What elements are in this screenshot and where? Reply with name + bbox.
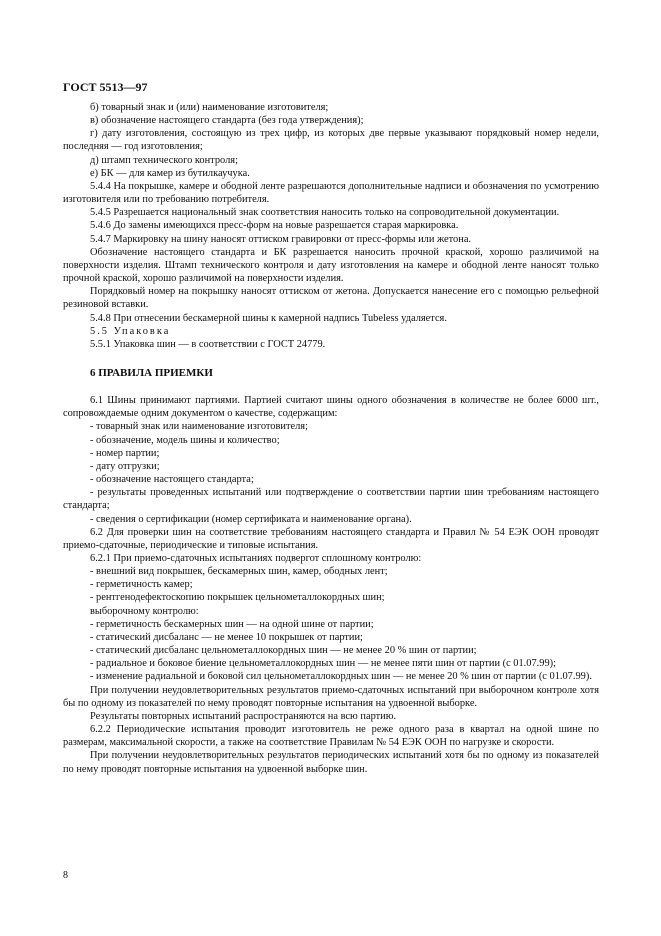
list-item: - герметичность бескамерных шин — на одной шине от партии; (90, 618, 374, 630)
paragraph: Порядковый номер на покрышку наносят оттиском от жетона. Допускается нанесение его с помощью рельефной резиновой вставки. (63, 286, 599, 311)
paragraph: 5.4.7 Маркировку на шину наносят оттиском гравировки от пресс-формы или жетона. (90, 233, 472, 245)
paragraph: 5.4.5 Разрешается национальный знак соответствия наносить только на сопроводительной документации. (90, 207, 560, 219)
list-item: - внешний вид покрышек, бескамерных шин, камер, ободных лент; (90, 566, 388, 578)
paragraph: Обозначение настоящего стандарта и БК разрешается наносить прочной краской, хорошо различимой на поверхности изделия. Штамп технического контроля и дату изготовления на камере и ободной ленте наносят только прочной краской, хорошо различимой на поверхности изделия. (63, 246, 599, 285)
section-title: 6 ПРАВИЛА ПРИЕМКИ (90, 366, 213, 379)
list-item: - рентгенодефектоскопию покрышек цельнометаллокордных шин; (90, 592, 385, 604)
list-item: - дату отгрузки; (90, 460, 160, 472)
paragraph: 6.1 Шины принимают партиями. Партией считают шины одного обозначения в количестве не более 6000 шт., сопровождаемые одним документом о качестве, содержащим: (63, 395, 599, 420)
page-header: ГОСТ 5513—97 (63, 80, 148, 94)
paragraph: При получении неудовлетворительных результатов приемо-сдаточных испытаний при выборочном контроле хотя бы по одному из показателей по нему проводят повторные испытания на удвоенной выборке. (63, 684, 599, 709)
list-item: - обозначение настоящего стандарта; (90, 474, 254, 486)
paragraph: 6.2.1 При приемо-сдаточных испытаниях подвергот сплошному контролю: (90, 553, 422, 564)
list-item: - номер партии; (90, 447, 160, 459)
paragraph: д) штамп технического контроля; (90, 154, 238, 166)
paragraph: 5.5.1 Упаковка шин — в соответствии с ГОСТ 24779. (90, 338, 326, 350)
paragraph: в) обозначение настоящего стандарта (без года утверждения); (90, 115, 364, 127)
paragraph: 5.4.4 На покрышке, камере и ободной ленте разрешаются дополнительные надписи и обозначения по усмотрению изготовителя или по требованию потребителя. (63, 180, 599, 206)
paragraph: выборочному контролю: (90, 605, 199, 617)
list-item: - статический дисбаланс цельнометаллокордных шин — не менее 20 % шин от партии; (90, 645, 477, 657)
list-item: - радиальное и боковое биение цельнометаллокордных шин — не менее пяти шин от партии (с 01.07.99); (90, 658, 556, 670)
paragraph: 5.4.6 До замены имеющихся пресс-форм на новые разрешается старая маркировка. (90, 220, 459, 232)
paragraph: 6.2.2 Периодические испытания проводит изготовитель не реже одного раза в квартал на одной шине по размерам, максимальной скорости, а также на соответствие Правилам № 54 ЕЭК ООН по нагрузке и скорости. (63, 724, 599, 749)
subsection-heading: 5.5 Упаковка (90, 325, 171, 337)
list-item: - сведения о сертификации (номер сертификата и наименование органа). (90, 513, 412, 525)
paragraph: При получении неудовлетворительных результатов периодических испытаний хотя бы по одному из показателей по нему проводят повторные испытания на удвоенной выборке шин. (63, 750, 599, 775)
list-item: - обозначение, модель шины и количество; (90, 434, 280, 446)
document-body (63, 101, 599, 776)
list-item: - товарный знак или наименование изготовителя; (90, 421, 308, 433)
paragraph: е) БК — для камер из бутилкаучука. (90, 167, 250, 179)
paragraph: Результаты повторных испытаний распространяются на всю партию. (90, 710, 397, 722)
paragraph: г) дату изготовления, состоящую из трех цифр, из которых две первые указывают порядковый номер недели, последняя — год изготовления; (63, 128, 599, 153)
paragraph: 6.2 Для проверки шин на соответствие требованиям настоящего стандарта и Правил № 54 ЕЭК ООН проводят приемо-сдаточные, периодические и типовые испытания. (63, 526, 599, 551)
paragraph: 5.4.8 При отнесении бескамерной шины к камерной надпись Tubeless удаляется. (90, 312, 447, 324)
paragraph: б) товарный знак и (или) наименование изготовителя; (90, 102, 329, 113)
list-item: - статический дисбаланс — не менее 10 покрышек от партии; (90, 631, 363, 643)
list-item: - изменение радиальной и боковой сил цельнометаллокордных шин — не менее 20 % шин от партии (с 01.07.99). (90, 671, 592, 683)
list-item: - результаты проведенных испытаний или подтверждение о соответствии партии шин требованиям настоящего стандарта; (63, 487, 599, 512)
page-number: 8 (63, 870, 68, 881)
list-item: - герметичность камер; (90, 579, 193, 591)
